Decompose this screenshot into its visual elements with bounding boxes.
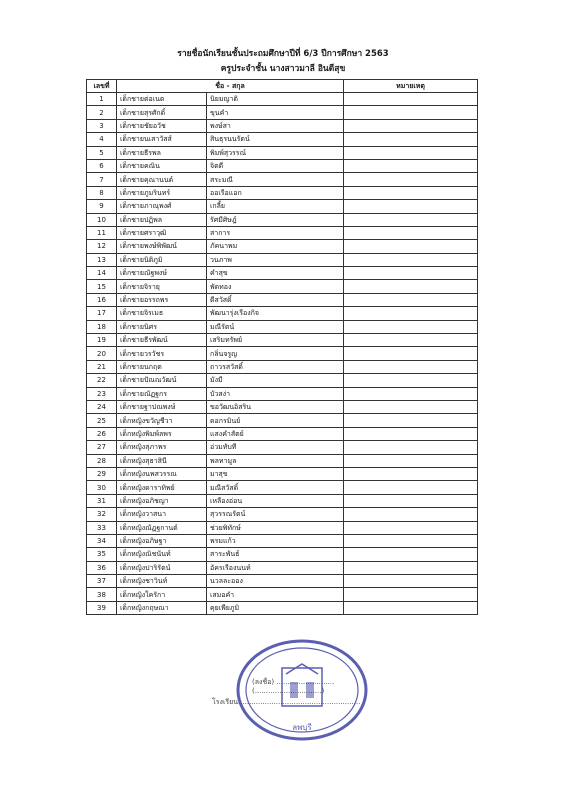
cell-last-name: วนภาพ [207, 253, 344, 266]
table-row [87, 173, 478, 186]
cell-number: 22 [87, 374, 117, 387]
cell-note [344, 146, 478, 159]
cell-number: 25 [87, 414, 117, 427]
cell-note [344, 454, 478, 467]
cell-last-name: สินธุรนนรัตน์ [207, 133, 344, 146]
cell-first-name: เด็กหญิงพิมพ์ลพร [117, 427, 207, 440]
cell-first-name: เด็กชายนกฤต [117, 360, 207, 373]
cell-note [344, 588, 478, 601]
cell-note [344, 119, 478, 132]
table-row [87, 106, 478, 119]
table-row [87, 467, 478, 480]
cell-number: 3 [87, 119, 117, 132]
cell-first-name: เด็กชายสุรศักดิ์ [117, 106, 207, 119]
cell-first-name: เด็กชายคุณานนต์ [117, 173, 207, 186]
cell-last-name: พัดทอง [207, 280, 344, 293]
cell-last-name: สุวรรณรัตน์ [207, 508, 344, 521]
cell-last-name: นวลละออง [207, 575, 344, 588]
cell-note [344, 548, 478, 561]
cell-note [344, 347, 478, 360]
cell-last-name: เกลี้ย [207, 200, 344, 213]
cell-note [344, 253, 478, 266]
cell-number: 11 [87, 226, 117, 239]
cell-last-name: มังมี [207, 374, 344, 387]
signature-school-line: โรงเรียน....................................................... [212, 698, 361, 706]
cell-note [344, 374, 478, 387]
cell-note [344, 159, 478, 172]
cell-number: 6 [87, 159, 117, 172]
table-row [87, 360, 478, 373]
cell-first-name: เด็กชายพงษ์พิพัฒน์ [117, 240, 207, 253]
cell-last-name: พิมพ์สุวรรณ์ [207, 146, 344, 159]
cell-number: 24 [87, 400, 117, 413]
cell-number: 12 [87, 240, 117, 253]
cell-first-name: เด็กชายต่อเนต [117, 93, 207, 106]
student-table [86, 79, 478, 615]
cell-note [344, 200, 478, 213]
cell-note [344, 133, 478, 146]
cell-last-name: บัวสง่า [207, 387, 344, 400]
cell-note [344, 106, 478, 119]
cell-note [344, 226, 478, 239]
cell-number: 23 [87, 387, 117, 400]
cell-first-name: เด็กชายนิศร [117, 320, 207, 333]
table-row [87, 374, 478, 387]
cell-first-name: เด็กหญิงอภิษฐา [117, 534, 207, 547]
cell-number: 5 [87, 146, 117, 159]
table-row [87, 213, 478, 226]
cell-number: 14 [87, 267, 117, 280]
cell-last-name: ช่วยพิทักษ์ [207, 521, 344, 534]
cell-last-name: อ่วมทับที [207, 441, 344, 454]
cell-first-name: เด็กหญิงขวัญชีวา [117, 414, 207, 427]
cell-note [344, 427, 478, 440]
cell-note [344, 467, 478, 480]
cell-first-name: เด็กชายณัฏฐกร [117, 387, 207, 400]
table-row [87, 454, 478, 467]
cell-last-name: พลทามูล [207, 454, 344, 467]
cell-number: 37 [87, 575, 117, 588]
cell-first-name: เด็กหญิงวาสนา [117, 508, 207, 521]
table-row [87, 347, 478, 360]
cell-first-name: เด็กชายนิติภูมิ [117, 253, 207, 266]
cell-first-name: เด็กหญิงชาวินท์ [117, 575, 207, 588]
cell-first-name: เด็กหญิงณัฏฐกานต์ [117, 521, 207, 534]
cell-note [344, 601, 478, 614]
cell-number: 38 [87, 588, 117, 601]
cell-first-name: เด็กชายวรวัชร [117, 347, 207, 360]
cell-first-name: เด็กหญิงณิชนันท์ [117, 548, 207, 561]
table-row [87, 441, 478, 454]
table-row [87, 119, 478, 132]
cell-number: 16 [87, 293, 117, 306]
table-row [87, 267, 478, 280]
header-number: เลขที่ [87, 80, 117, 93]
cell-number: 10 [87, 213, 117, 226]
cell-last-name: มณีสวัสดิ์ [207, 481, 344, 494]
cell-number: 18 [87, 320, 117, 333]
table-row [87, 494, 478, 507]
cell-note [344, 186, 478, 199]
cell-number: 29 [87, 467, 117, 480]
cell-note [344, 307, 478, 320]
cell-note [344, 293, 478, 306]
cell-first-name: เด็กชายปฏิพล [117, 213, 207, 226]
cell-last-name: พรมแก้ว [207, 534, 344, 547]
cell-note [344, 481, 478, 494]
cell-last-name: ถาวรสวัสดิ์ [207, 360, 344, 373]
signature-name-line: (..............................) [252, 687, 325, 695]
stamp-text: ลพบุรี [292, 723, 312, 732]
signature-line: (ลงชื่อ) .......................... [252, 678, 335, 686]
table-header-row [87, 80, 478, 93]
table-row [87, 240, 478, 253]
cell-last-name: จิตดี [207, 159, 344, 172]
cell-last-name: นิยมญาติ [207, 93, 344, 106]
table-row [87, 481, 478, 494]
cell-note [344, 534, 478, 547]
cell-first-name: เด็กหญิงอภิชญา [117, 494, 207, 507]
table-body [87, 93, 478, 615]
cell-first-name: เด็กชายฐาปณพงษ์ [117, 400, 207, 413]
cell-number: 33 [87, 521, 117, 534]
cell-number: 27 [87, 441, 117, 454]
cell-last-name: คำสุข [207, 267, 344, 280]
cell-note [344, 575, 478, 588]
cell-number: 35 [87, 548, 117, 561]
cell-first-name: เด็กหญิงสุภาพร [117, 441, 207, 454]
cell-first-name: เด็กหญิงปาริรัตน์ [117, 561, 207, 574]
cell-number: 28 [87, 454, 117, 467]
table-row [87, 521, 478, 534]
cell-first-name: เด็กชายปัณณวัฒน์ [117, 374, 207, 387]
cell-number: 30 [87, 481, 117, 494]
cell-note [344, 508, 478, 521]
cell-first-name: เด็กหญิงดาราทิพย์ [117, 481, 207, 494]
table-row [87, 508, 478, 521]
cell-last-name: ภัคนาพม [207, 240, 344, 253]
table-row [87, 253, 478, 266]
cell-first-name: เด็กชายนเสาวัสส์ [117, 133, 207, 146]
cell-note [344, 387, 478, 400]
cell-number: 34 [87, 534, 117, 547]
cell-note [344, 561, 478, 574]
cell-last-name: ขอวัฒนอิสริน [207, 400, 344, 413]
cell-number: 19 [87, 334, 117, 347]
table-row [87, 133, 478, 146]
cell-number: 8 [87, 186, 117, 199]
cell-last-name: ดอกรมินย์ [207, 414, 344, 427]
table-row [87, 307, 478, 320]
cell-first-name: เด็กชายธีรพล [117, 146, 207, 159]
table-row [87, 334, 478, 347]
cell-first-name: เด็กชายณัฐพงษ์ [117, 267, 207, 280]
cell-number: 21 [87, 360, 117, 373]
cell-first-name: เด็กหญิงใครักา [117, 588, 207, 601]
cell-note [344, 400, 478, 413]
table-row [87, 534, 478, 547]
cell-last-name: พงษ์สา [207, 119, 344, 132]
table-row [87, 588, 478, 601]
cell-last-name: เสมอคำ [207, 588, 344, 601]
cell-number: 20 [87, 347, 117, 360]
cell-last-name: กลิ่นจรูญ [207, 347, 344, 360]
table-row [87, 414, 478, 427]
cell-last-name: รัศมีศิษฎ์ [207, 213, 344, 226]
cell-note [344, 213, 478, 226]
cell-last-name: มาสุข [207, 467, 344, 480]
cell-note [344, 441, 478, 454]
cell-last-name: พัฒนารุ่งเรืองกิจ [207, 307, 344, 320]
cell-note [344, 280, 478, 293]
table-row [87, 561, 478, 574]
cell-number: 32 [87, 508, 117, 521]
cell-number: 26 [87, 427, 117, 440]
cell-number: 31 [87, 494, 117, 507]
cell-first-name: เด็กชายภูมรินทร์ [117, 186, 207, 199]
table-row [87, 146, 478, 159]
cell-number: 17 [87, 307, 117, 320]
table-row [87, 427, 478, 440]
cell-note [344, 320, 478, 333]
cell-note [344, 521, 478, 534]
cell-last-name: ขุนคำ [207, 106, 344, 119]
table-row [87, 226, 478, 239]
table-row [87, 186, 478, 199]
page-subtitle: ครูประจำชั้น นางสาวมาลี อินดีสุข [220, 64, 346, 74]
cell-first-name: เด็กชายคณิน [117, 159, 207, 172]
cell-note [344, 173, 478, 186]
cell-first-name: เด็กหญิงสุธาสินี [117, 454, 207, 467]
table-row [87, 280, 478, 293]
page-title: รายชื่อนักเรียนชั้นประถมศึกษาปีที่ 6/3 ปีการศึกษา 2563 [177, 49, 389, 59]
cell-last-name: คุยเพียภูมิ [207, 601, 344, 614]
cell-number: 7 [87, 173, 117, 186]
cell-note [344, 93, 478, 106]
cell-number: 2 [87, 106, 117, 119]
cell-first-name: เด็กชายชัยอวัช [117, 119, 207, 132]
cell-number: 39 [87, 601, 117, 614]
cell-last-name: สาการ [207, 226, 344, 239]
cell-first-name: เด็กชายศราวุฒิ [117, 226, 207, 239]
cell-last-name: แสงคำสัตย์ [207, 427, 344, 440]
cell-number: 1 [87, 93, 117, 106]
table-row [87, 400, 478, 413]
cell-last-name: เสริมทรัพย์ [207, 334, 344, 347]
cell-first-name: เด็กชายภาณุพงศ์ [117, 200, 207, 213]
cell-number: 4 [87, 133, 117, 146]
cell-number: 9 [87, 200, 117, 213]
cell-note [344, 267, 478, 280]
table-row [87, 320, 478, 333]
cell-last-name: เหลืองอ่อน [207, 494, 344, 507]
cell-last-name: ออเรือแอก [207, 186, 344, 199]
table-row [87, 293, 478, 306]
cell-note [344, 334, 478, 347]
table-row [87, 159, 478, 172]
cell-note [344, 414, 478, 427]
cell-first-name: เด็กชายจิรเมธ [117, 307, 207, 320]
cell-last-name: ดีสวัสดิ์ [207, 293, 344, 306]
table-row [87, 200, 478, 213]
cell-note [344, 494, 478, 507]
cell-first-name: เด็กหญิงกฤษณา [117, 601, 207, 614]
cell-first-name: เด็กชายอรรถพร [117, 293, 207, 306]
cell-last-name: สระมณี [207, 173, 344, 186]
cell-first-name: เด็กชายจิรายุ [117, 280, 207, 293]
table-row [87, 93, 478, 106]
cell-first-name: เด็กหญิงนพสวรรณ [117, 467, 207, 480]
table-row [87, 548, 478, 561]
cell-number: 13 [87, 253, 117, 266]
header-name: ชื่อ - สกุล [117, 80, 344, 93]
table-row [87, 575, 478, 588]
cell-note [344, 360, 478, 373]
cell-note [344, 240, 478, 253]
table-row [87, 601, 478, 614]
header-note: หมายเหตุ [344, 80, 478, 93]
cell-last-name: อัครเรืองนนท์ [207, 561, 344, 574]
cell-number: 15 [87, 280, 117, 293]
cell-number: 36 [87, 561, 117, 574]
table-row [87, 387, 478, 400]
cell-last-name: สาระพันธ์ [207, 548, 344, 561]
cell-last-name: มณีรัตน์ [207, 320, 344, 333]
cell-first-name: เด็กชายธีรพัฒน์ [117, 334, 207, 347]
